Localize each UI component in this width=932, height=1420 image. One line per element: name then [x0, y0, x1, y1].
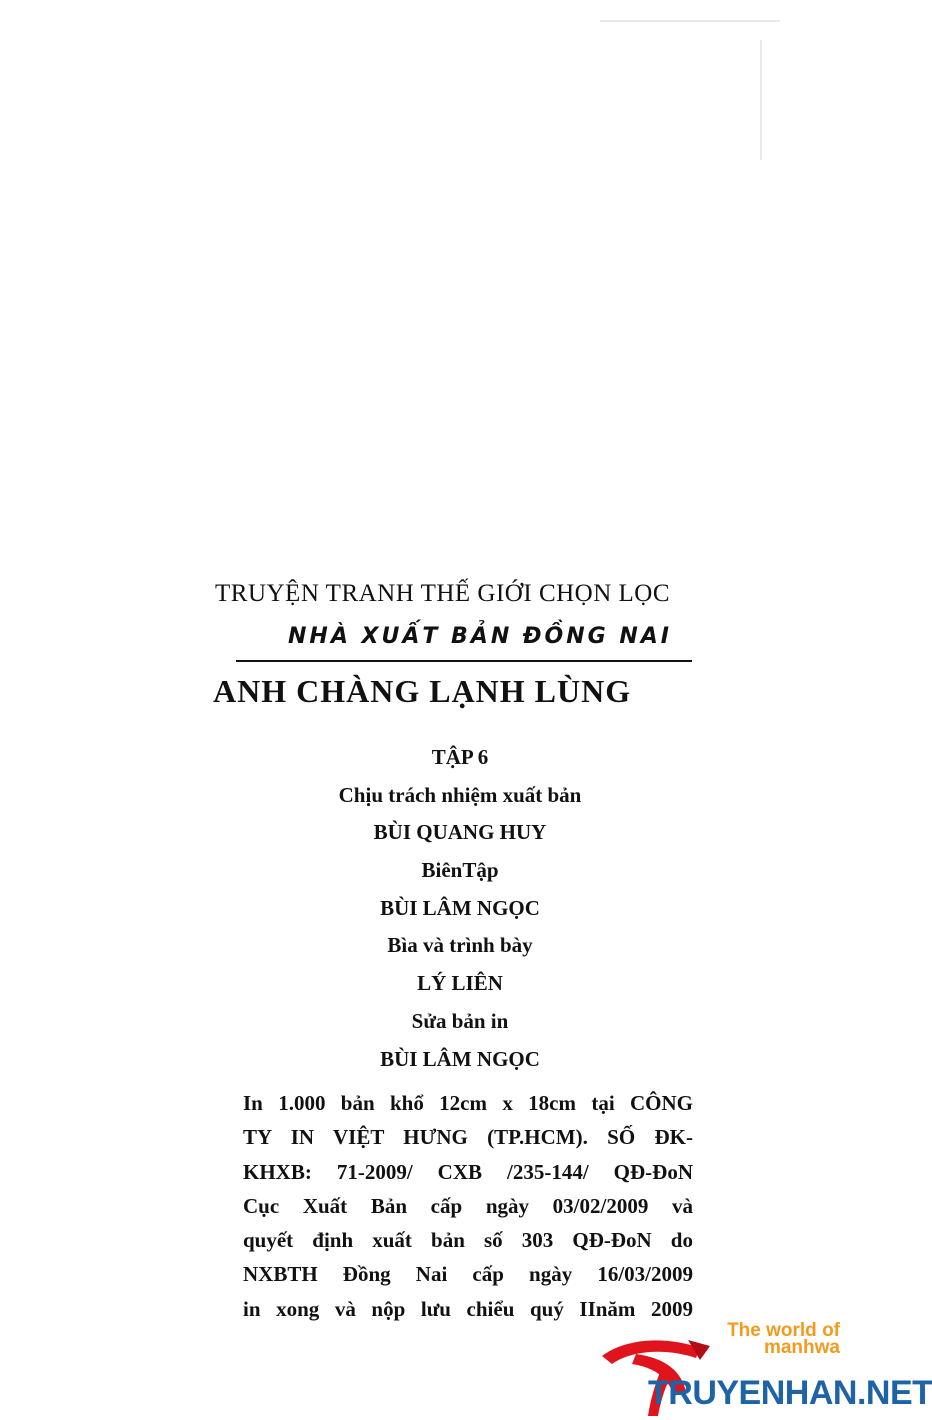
site-watermark [596, 1320, 932, 1420]
watermark-site-name: TRUYENHAN.NET [648, 1374, 932, 1412]
imprint-line: NXBTH Đồng Nai cấp ngày 16/03/2009 [243, 1262, 693, 1287]
scan-artifact [760, 40, 762, 160]
credit-name-editor: BÙI LÂM NGỌC [380, 895, 540, 920]
credit-name-cover: LÝ LIÊN [417, 971, 503, 996]
watermark-tagline [727, 1322, 840, 1356]
imprint-paragraph [243, 1088, 693, 1328]
imprint-line: quyết định xuất bản số 303 QĐ-ĐoN do [243, 1228, 693, 1253]
volume-number: TẬP 6 [431, 745, 489, 769]
credit-role-responsible: Chịu trách nhiệm xuất bản [338, 782, 582, 807]
imprint-line: in xong và nộp lưu chiểu quý IInăm 2009 [243, 1296, 693, 1321]
book-title: ANH CHÀNG LẠNH LÙNG [213, 673, 632, 709]
scan-artifact [600, 20, 780, 22]
watermark-tagline-line: manhwa [763, 1337, 840, 1358]
credit-name-responsible: BÙI QUANG HUY [373, 820, 547, 845]
imprint-line: KHXB: 71-2009/ CXB /235-144/ QĐ-ĐoN [243, 1159, 693, 1184]
series-name: TRUYỆN TRANH THẾ GIỚI CHỌN LỌC [215, 580, 671, 607]
credits-block [260, 742, 660, 1081]
publisher-name: NHÀ XUẤT BẢN ĐỒNG NAI [288, 624, 672, 649]
imprint-line: TY IN VIỆT HƯNG (TP.HCM). SỐ ĐK- [243, 1125, 693, 1150]
credit-role-proofreading: Sửa bản in [411, 1008, 509, 1033]
imprint-line: Cục Xuất Bản cấp ngày 03/02/2009 và [243, 1193, 693, 1218]
watermark-tagline-line: The world of [727, 1320, 840, 1341]
credit-role-editor: BiênTập [421, 858, 499, 883]
credit-name-proofreading: BÙI LÂM NGỌC [380, 1046, 540, 1071]
credit-role-cover: Bìa và trình bày [387, 933, 533, 958]
imprint-line: In 1.000 bản khổ 12cm x 18cm tại CÔNG [243, 1091, 693, 1115]
header-divider [236, 660, 692, 662]
